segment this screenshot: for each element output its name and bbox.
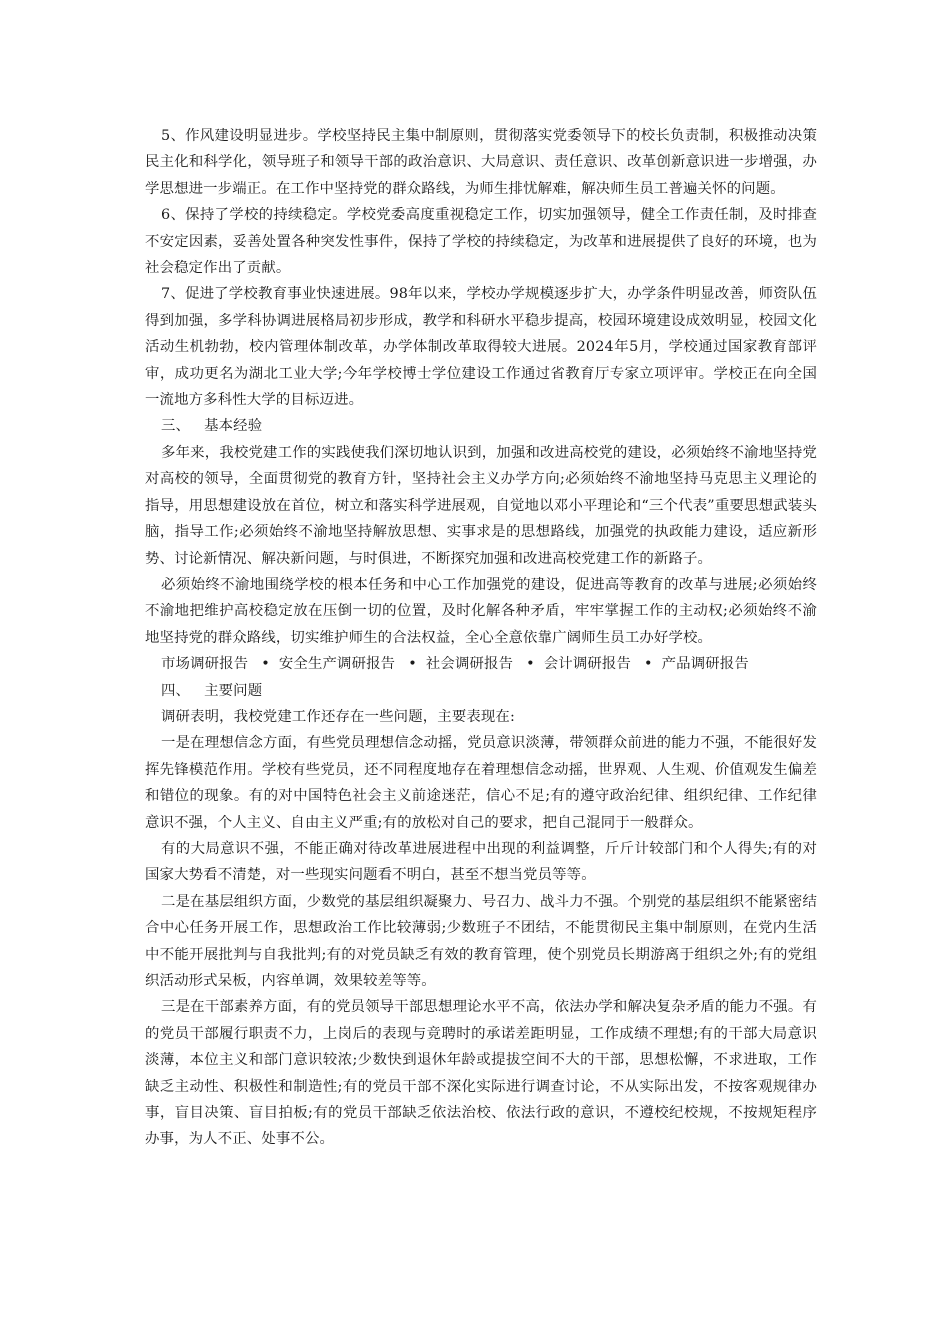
paragraph-problems-intro: 调研表明，我校党建工作还存在一些问题，主要表现在: [161, 708, 515, 725]
section-number: 三、 [161, 418, 191, 435]
link-social-report[interactable]: 社会调研报告 [425, 656, 514, 673]
link-separator: • [408, 656, 417, 673]
section-heading-basic-experience [145, 413, 817, 439]
paragraph-experience-2: 必须始终不渝地围绕学校的根本任务和中心工作加强党的建设，促进高等教育的改革与进展;必须始终不渝地把维护高校稳定放在压倒一切的位置，及时化解各种矛盾，牢牢掌握工作的主动权;必须始终不渝地坚持党的群众路线，切实维护师生的合法权益，全心全意依靠广阔师生员工办好学校。 [145, 576, 817, 646]
link-safety-report[interactable]: 安全生产调研报告 [278, 656, 396, 673]
related-links-row [145, 651, 817, 677]
link-market-report[interactable]: 市场调研报告 [161, 656, 249, 673]
link-separator: • [261, 656, 270, 673]
section-title: 主要问题 [204, 682, 263, 699]
section-heading-main-problems [145, 678, 817, 704]
paragraph-problem-ideals: 一是在理想信念方面，有些党员理想信念动摇，党员意识淡薄，带领群众前进的能力不强，不能很好发挥先锋模范作用。学校有些党员，还不同程度地存在着理想信念动摇，世界观、人生观、价值观发生偏差和错位的现象。有的对中国特色社会主义前途迷茫，信心不足;有的遵守政治纪律、组织纪律、工作纪律意识不强，个人主义、自由主义严重;有的放松对自己的要求，把自己混同于一般群众。 [145, 735, 817, 831]
link-separator: • [526, 656, 535, 673]
paragraph-problem-cadres: 三是在干部素养方面，有的党员领导干部思想理论水平不高，依法办学和解决复杂矛盾的能力不强。有的党员干部履行职责不力，上岗后的表现与竞聘时的承诺差距明显，工作成绩不理想;有的干部大局意识淡薄，本位主义和部门意识较浓;少数快到退休年龄或提拔空间不大的干部，思想松懈，不求进取，工作缺乏主动性、积极性和制造性;有的党员干部不深化实际进行调查讨论，不从实际出发，不按客观规律办事，盲目决策、盲目拍板;有的党员干部缺乏依法治校、依法行政的意识，不遵校纪校规，不按规矩程序办事，为人不正、处事不公。 [145, 999, 817, 1148]
paragraph-development: 7、促进了学校教育事业快速进展。98年以来，学校办学规模逐步扩大，办学条件明显改善，师资队伍得到加强，多学科协调进展格局初步形成，教学和科研水平稳步提高，校园环境建设成效明显，校园文化活动生机勃勃，校内管理体制改革，办学体制改革取得较大进展。2024年5月，学校通过国家教育部评审，成功更名为湖北工业大学;今年学校博士学位建设工作通过省教育厅专家立项评审。学校正在向全国一流地方多科性大学的目标迈进。 [145, 286, 817, 409]
paragraph-problem-grassroots: 二是在基层组织方面，少数党的基层组织凝聚力、号召力、战斗力不强。个别党的基层组织不能紧密结合中心任务开展工作，思想政治工作比较薄弱;少数班子不团结，不能贯彻民主集中制原则，在党内生活中不能开展批判与自我批判;有的对党员缺乏有效的教育管理，使个别党员长期游离于组织之外;有的党组织活动形式呆板，内容单调，效果较差等等。 [145, 893, 817, 989]
paragraph-stability: 6、保持了学校的持续稳定。学校党委高度重视稳定工作，切实加强领导，健全工作责任制，及时排查不安定因素，妥善处置各种突发性事件，保持了学校的持续稳定，为改革和进展提供了良好的环境，也为社会稳定作出了贡献。 [145, 207, 817, 277]
paragraph-problem-overall-view: 有的大局意识不强，不能正确对待改革进展进程中出现的利益调整，斤斤计较部门和个人得失;有的对国家大势看不清楚，对一些现实问题看不明白，甚至不想当党员等等。 [145, 840, 817, 884]
paragraph-style-improvement: 5、作风建设明显进步。学校坚持民主集中制原则，贯彻落实党委领导下的校长负责制，积极推动决策民主化和科学化，领导班子和领导干部的政治意识、大局意识、责任意识、改革创新意识进一步增强，办学思想进一步端正。在工作中坚持党的群众路线，为师生排忧解难，解决师生员工普遍关怀的问题。 [145, 128, 817, 197]
paragraph-experience-1: 多年来，我校党建工作的实践使我们深切地认识到，加强和改进高校党的建设，必须始终不渝地坚持党对高校的领导，全面贯彻党的教育方针，坚持社会主义办学方向;必须始终不渝地坚持马克思主义理论的指导，用思想建设放在首位，树立和落实科学进展观，自觉地以邓小平理论和“三个代表”重要思想武装头脑，指导工作;必须始终不渝地坚持解放思想、实事求是的思想路线，加强党的执政能力建设，适应新形势、讨论新情况、解决新问题，与时俱进，不断探究加强和改进高校党建工作的新路子。 [145, 444, 817, 567]
document-page [145, 123, 817, 1153]
link-product-report[interactable]: 产品调研报告 [661, 656, 749, 673]
link-separator: • [644, 656, 653, 673]
section-number: 四、 [161, 682, 191, 699]
link-accounting-report[interactable]: 会计调研报告 [543, 656, 631, 673]
section-title: 基本经验 [204, 418, 263, 435]
